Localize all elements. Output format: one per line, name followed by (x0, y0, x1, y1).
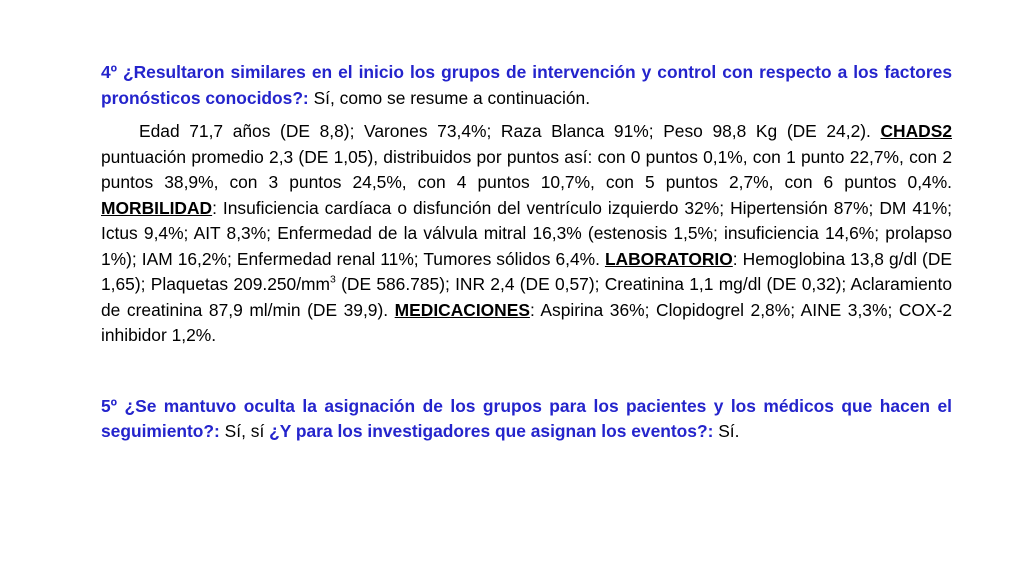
question-5-paragraph (101, 394, 952, 445)
laboratorio-text: : Hemoglobina 13,8 g/dl (DE 1,65); Plaquetas 209.250/mm (101, 248, 952, 294)
morbilidad-text: : Insuficiencia cardíaca o disfunción del ventrículo izquierdo 32%; Hipertensión 87%; DM 41%; Ictus 9,4%; AIT 8,3%; Enfermedad de la válvula mitral 16,3% (estenosis 1,5%; insuficiencia 14,6%; prolapso 1%); IAM 16,2%; Enfermedad renal 11%; Tumores sólidos 6,4%. (101, 197, 952, 269)
laboratorio-superscript: 3 (330, 274, 336, 286)
morbilidad-label: MORBILIDAD (101, 197, 213, 218)
baseline-characteristics-paragraph (101, 119, 952, 349)
question-5-followup: ¿Y para los investigadores que asignan los eventos?: (269, 421, 714, 441)
laboratorio-text-continued: (DE 586.785); INR 2,4 (DE 0,57); Creatinina 1,1 mg/dl (DE 0,32); Aclaramiento de creatinina 87,9 ml/min (DE 39,9). (101, 274, 952, 320)
slide-content (101, 60, 952, 445)
question-5-followup-answer: Sí. (713, 421, 740, 441)
question-5-answer: Sí, sí (219, 421, 270, 441)
chads2-label: CHADS2 (880, 121, 952, 141)
question-4-text: 4º ¿Resultaron similares en el inicio los grupos de intervención y control con respecto a los factores pronósticos conocidos?: (101, 62, 952, 108)
laboratorio-label: LABORATORIO (604, 248, 733, 269)
question-5-text: 5º ¿Se mantuvo oculta la asignación de los grupos para los pacientes y los médicos que hacen el seguimiento?: (101, 395, 952, 441)
medicaciones-text: : Aspirina 36%; Clopidogrel 2,8%; AINE 3,3%; COX-2 inhibidor 1,2%. (101, 299, 952, 345)
question-4-paragraph (101, 60, 952, 111)
medicaciones-label: MEDICACIONES (394, 299, 530, 320)
chads2-text: puntuación promedio 2,3 (DE 1,05), distribuidos por puntos así: con 0 puntos 0,1%, con 1 punto 22,7%, con 2 puntos 38,9%, con 3 puntos 24,5%, con 4 puntos 10,7%, con 5 puntos 2,7%, con 6 puntos 0,4%. (101, 146, 952, 192)
demographics-text: Edad 71,7 años (DE 8,8); Varones 73,4%; Raza Blanca 91%; Peso 98,8 Kg (DE 24,2). (139, 121, 881, 141)
question-4-answer: Sí, como se resume a continuación. (308, 87, 591, 108)
